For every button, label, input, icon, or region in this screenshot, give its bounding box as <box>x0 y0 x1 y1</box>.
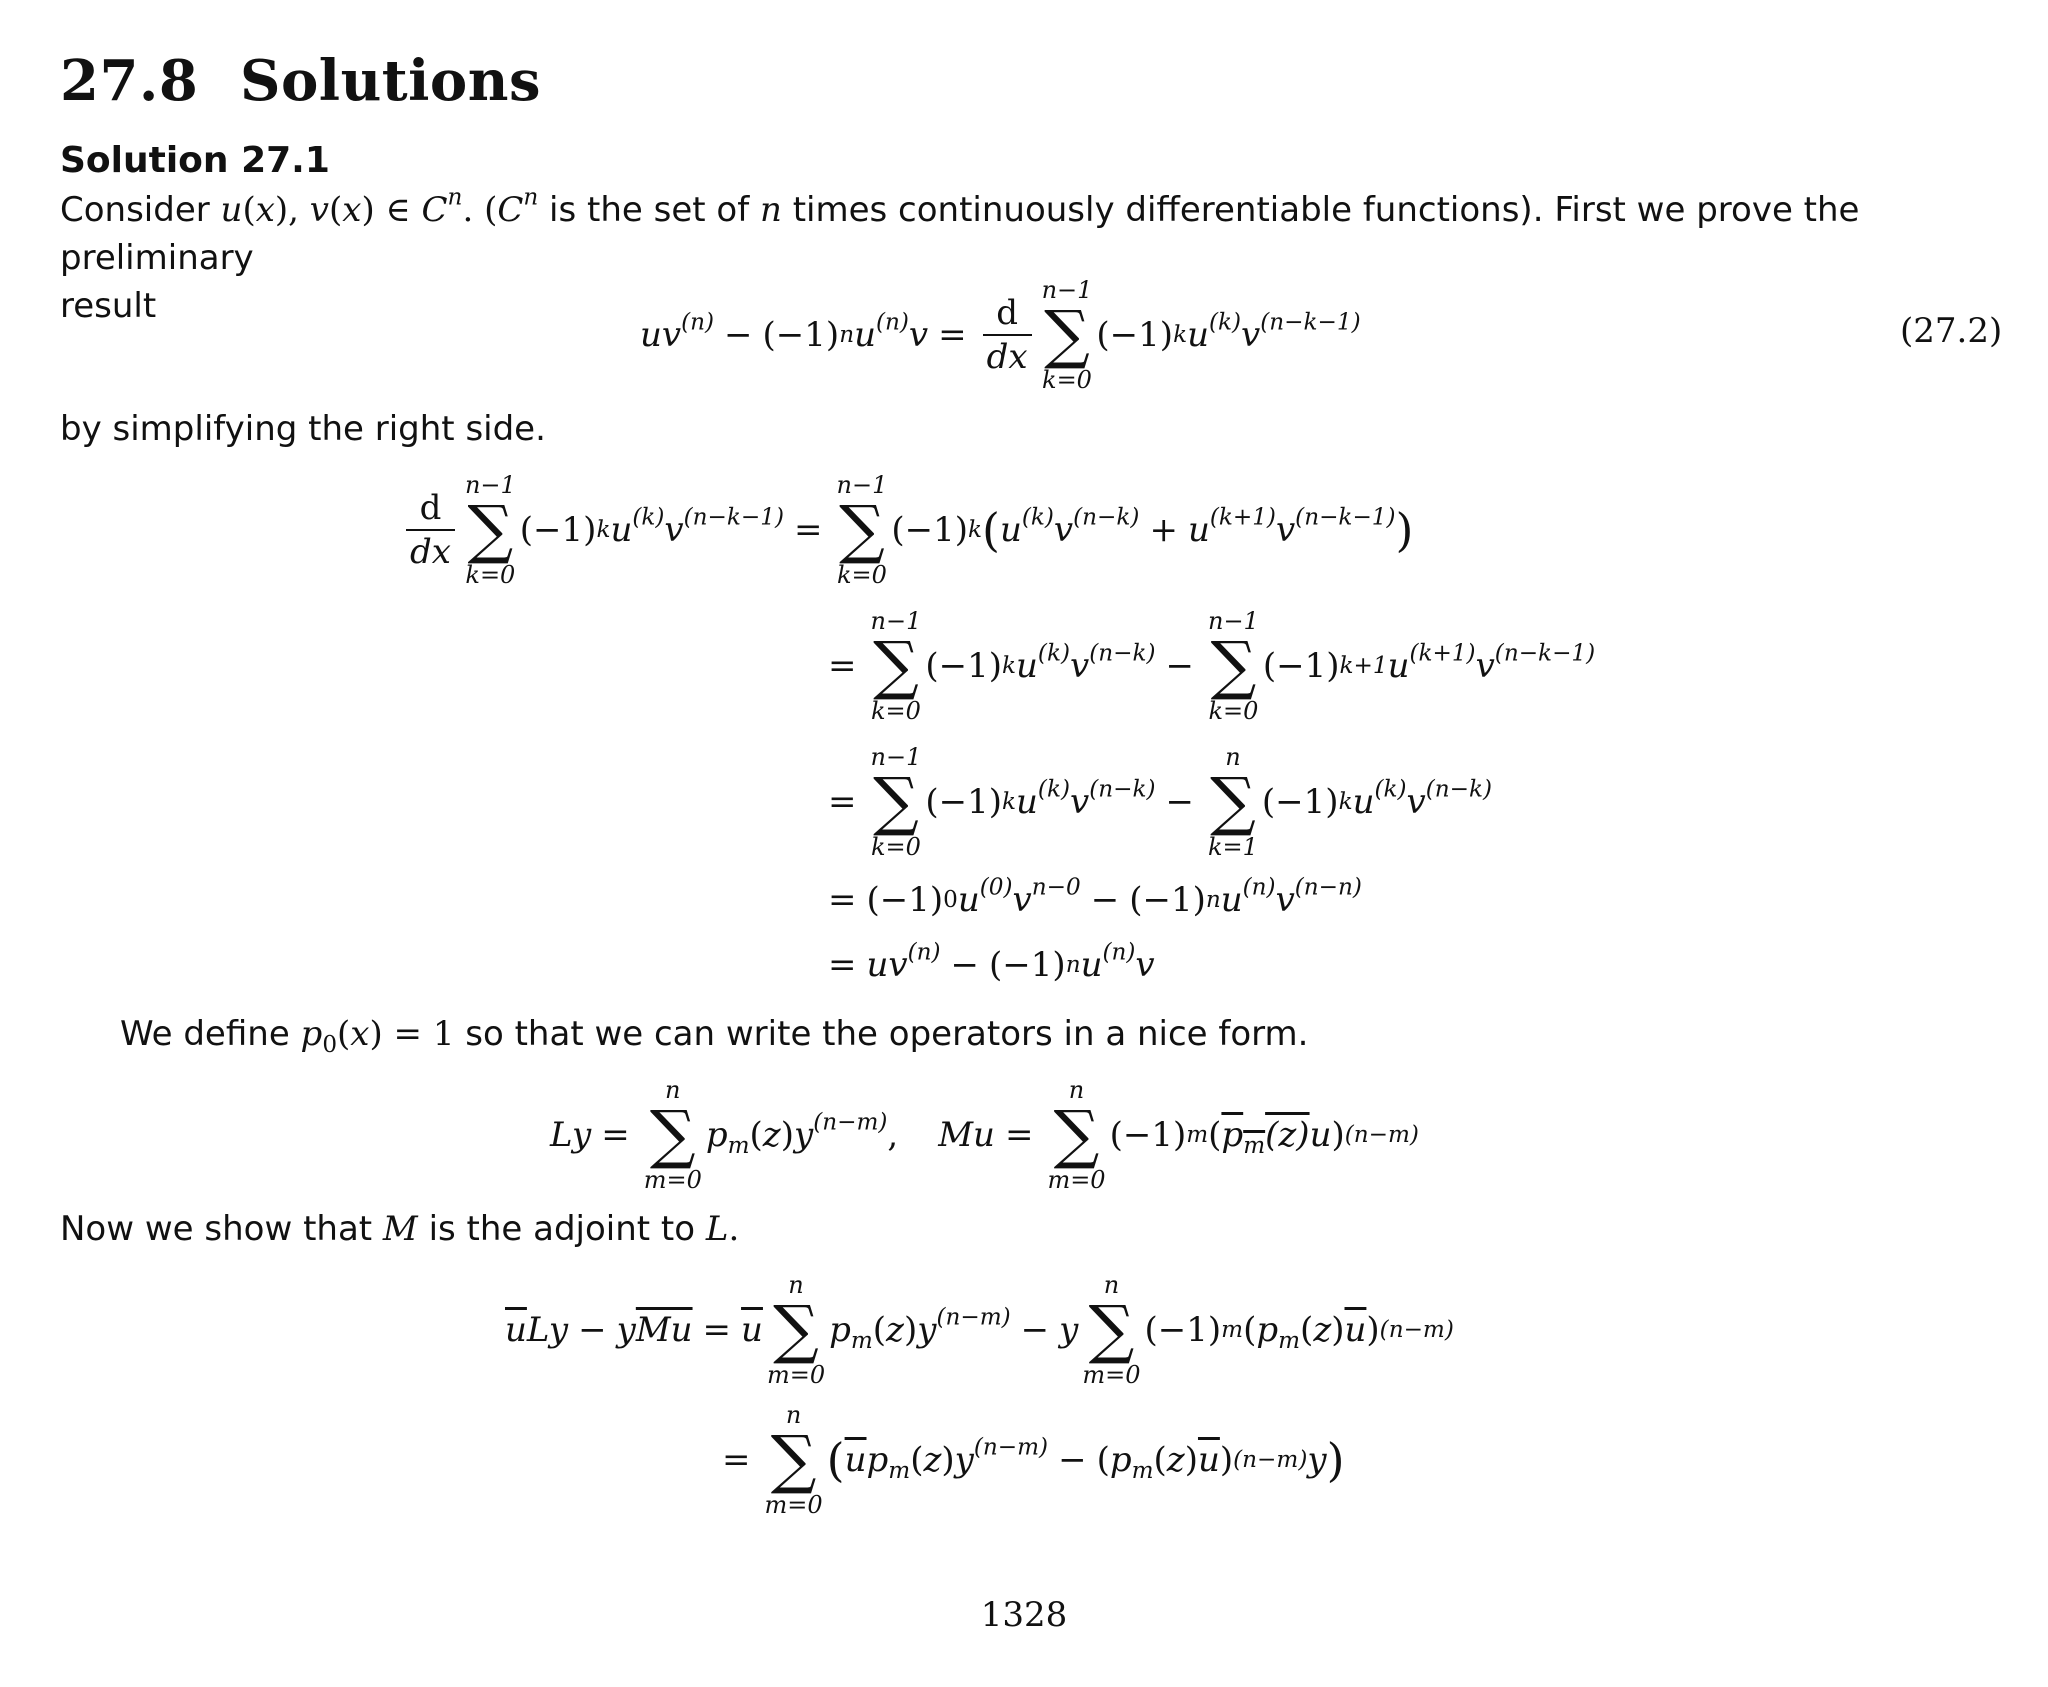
section-title: Solutions <box>240 48 542 114</box>
adjoint-line-1: $\overline{u}$ Ly − y $\overline{Mu}$ = $\overline{u}$ n ∑ m=0 $p_m$ ( z ) $y^{(n-m)}$ − y n ∑ m=0 (−1) m ( $p_m$ ( z ) $\overline{u}$ ) (n−m) <box>505 1271 1454 1389</box>
text-consider: Consider <box>60 190 210 230</box>
adjoint-line-2: = n ∑ m=0 ( $\overline{u}$ $p_m$ ( z ) $y^{(n-m)}$ − ( $p_m$ ( z ) $\overline{u}$ ) (n−m) y ) <box>722 1401 1345 1519</box>
operators-equation: Ly = n ∑ m=0 $p_m$ ( z ) $y^{(n-m)}$ , Mu = n ∑ m=0 (−1) m ( $p_m(z)$ u ) (n−m) <box>550 1076 1419 1194</box>
adjoint-paragraph: Now we show that M is the adjoint to L. <box>60 1209 740 1249</box>
text-is-adjoint: is the adjoint to <box>428 1209 696 1249</box>
equation-27-2: $uv^{(n)}$ − (−1) n $u^{(n)}v$ = $\frac{d}{dx}$ n−1 ∑ k=0 (−1) k $u^{(k)}v^{(n-k-1)}$ <box>640 276 1361 394</box>
section-number: 27.8 <box>60 48 199 114</box>
derivation-line-3: = n−1 ∑ k=0 (−1) k $u^{(k)}v^{(n-k)}$ − n ∑ k=1 (−1) k $u^{(k)}v^{(n-k)}$ <box>828 743 1493 861</box>
text-cn-def2: times continuously differentiable functions). First we prove the preliminary <box>60 190 1860 278</box>
equation-number: (27.2) <box>1900 311 2003 351</box>
derivation-line-1: $\frac{d}{dx}$ n−1 ∑ k=0 (−1) k $u^{(k)}v^{(n-k-1)}$ = n−1 ∑ k=0 (−1) k ( $u^{(k)}v^{(n-k)}$ + $u^{(k+1)}v^{(n-k-1)}$ ) <box>400 470 1413 590</box>
text-we-define: We define <box>120 1014 290 1054</box>
intro-paragraph: Consider u(x), v(x) ∈ $C^n$. ($C^n$ is the set of n times continuously differentiable functions). First we prove the preliminary result <box>60 184 1860 326</box>
derivation-line-4: = (−1) 0 $u^{(0)}v^{n-0}$ − (−1) n $u^{(n)}v^{(n-n)}$ <box>828 874 1362 920</box>
page-number: 1328 <box>980 1595 1068 1635</box>
solution-title: Solution 27.1 <box>60 140 330 181</box>
define-paragraph: We define $p_0(x) = 1$ so that we can write the operators in a nice form. <box>120 1014 1309 1058</box>
text-now-we-show: Now we show that <box>60 1209 373 1249</box>
text-so-that: so that we can write the operators in a nice form. <box>465 1014 1309 1054</box>
derivation-line-2: = n−1 ∑ k=0 (−1) k $u^{(k)}v^{(n-k)}$ − n−1 ∑ k=0 (−1) k+1 $u^{(k+1)}v^{(n-k-1)}$ <box>828 607 1596 725</box>
text-cn-def: is the set of <box>549 190 750 230</box>
section-heading <box>60 48 541 114</box>
derivation-line-5: = $uv^{(n)}$ − (−1) n $u^{(n)}v$ <box>828 939 1155 985</box>
text-by-simplifying: by simplifying the right side. <box>60 409 546 449</box>
text-result: result <box>60 286 157 326</box>
